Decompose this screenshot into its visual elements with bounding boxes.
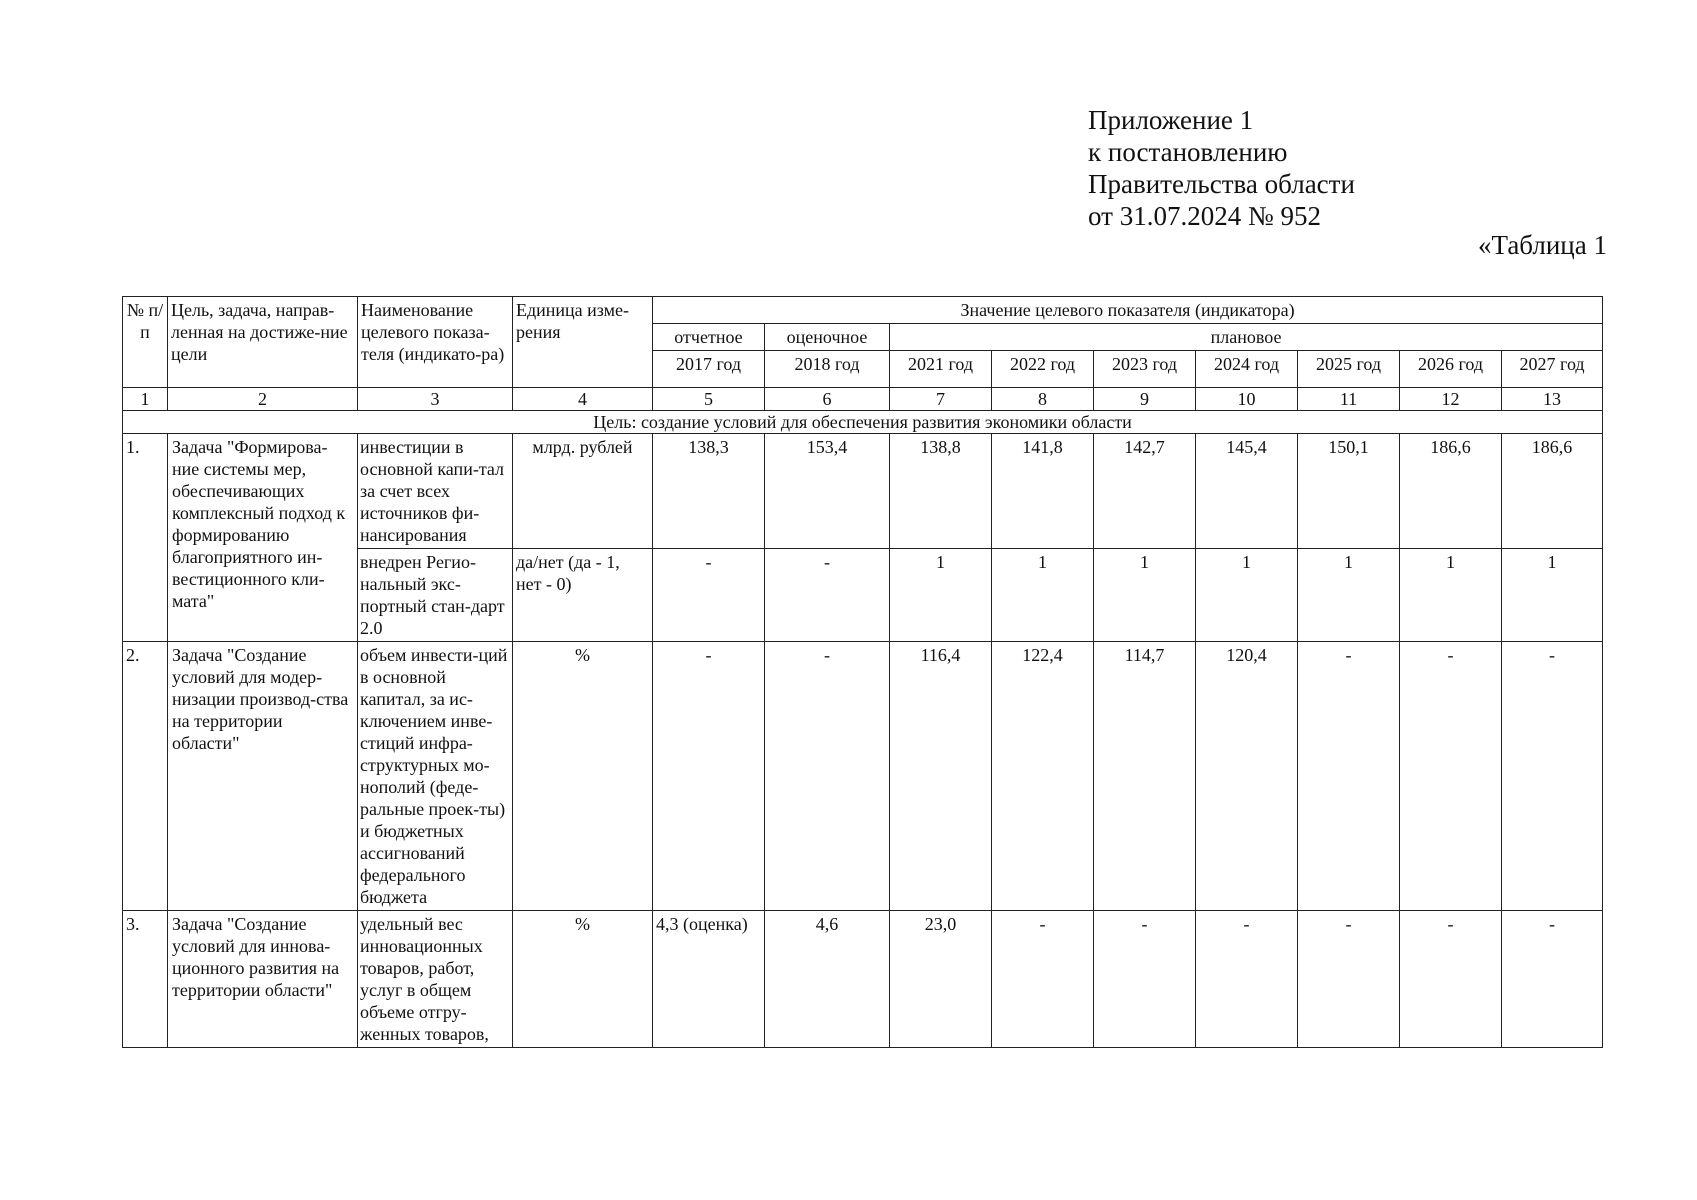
value-cell: 142,7 (1094, 434, 1196, 549)
value-cell: - (992, 911, 1094, 1048)
header-year: 2023 год (1094, 351, 1196, 388)
column-number: 13 (1502, 388, 1603, 411)
indicator-name: внедрен Регио-нальный экс-портный стан-дарт 2.0 (358, 549, 513, 642)
column-number: 7 (890, 388, 992, 411)
value-cell: 23,0 (890, 911, 992, 1048)
value-cell: 145,4 (1196, 434, 1298, 549)
table-row (123, 434, 1603, 549)
value-cell: - (653, 549, 765, 642)
value-cell: - (1400, 642, 1502, 911)
unit-cell: да/нет (да - 1, нет - 0) (513, 549, 653, 642)
appendix-line: Правительства области (1088, 169, 1355, 199)
unit-cell: млрд. рублей (513, 434, 653, 549)
column-number: 8 (992, 388, 1094, 411)
header-year: 2025 год (1298, 351, 1400, 388)
value-cell: 1 (1298, 549, 1400, 642)
value-cell: - (1298, 911, 1400, 1048)
indicator-name: инвестиции в основной капи-тал за счет всех источников фи-нансирования (358, 434, 513, 549)
value-cell: 153,4 (765, 434, 890, 549)
value-cell: 1 (1502, 549, 1603, 642)
value-cell: 1 (1094, 549, 1196, 642)
value-cell: 186,6 (1502, 434, 1603, 549)
value-cell: 1 (992, 549, 1094, 642)
header-num: № п/п (123, 297, 168, 388)
goal-row: Цель: создание условий для обеспечения развития экономики области (123, 411, 1603, 434)
column-number: 12 (1400, 388, 1502, 411)
value-cell: - (765, 549, 890, 642)
value-cell: 1 (1400, 549, 1502, 642)
value-cell: - (1298, 642, 1400, 911)
value-cell: - (1196, 911, 1298, 1048)
row-number: 1. (123, 434, 168, 642)
header-goal: Цель, задача, направ-ленная на достиже-ние цели (168, 297, 358, 388)
column-number: 6 (765, 388, 890, 411)
header-indicator: Наименование целевого показа-теля (индикато-ра) (358, 297, 513, 388)
table-row (123, 642, 1603, 911)
value-cell: 122,4 (992, 642, 1094, 911)
value-cell: - (1094, 911, 1196, 1048)
indicator-name: удельный вес инновационных товаров, работ, услуг в общем объеме отгру-женных товаров, (358, 911, 513, 1048)
column-number: 10 (1196, 388, 1298, 411)
header-unit: Единица изме-рения (513, 297, 653, 388)
column-number: 3 (358, 388, 513, 411)
header-year: 2018 год (765, 351, 890, 388)
value-cell: 138,3 (653, 434, 765, 549)
value-cell: 186,6 (1400, 434, 1502, 549)
value-cell: 4,3 (оценка) (653, 911, 765, 1048)
indicators-table (122, 296, 1603, 1048)
column-number: 1 (123, 388, 168, 411)
row-number: 3. (123, 911, 168, 1048)
column-number: 11 (1298, 388, 1400, 411)
appendix-line: от 31.07.2024 № 952 (1088, 201, 1321, 231)
column-number: 2 (168, 388, 358, 411)
table-row (123, 911, 1603, 1048)
value-cell: - (1502, 642, 1603, 911)
task-cell: Задача "Создание условий для модер-низации производ-ства на территории области" (168, 642, 358, 911)
appendix-block (1088, 104, 1355, 232)
unit-cell: % (513, 911, 653, 1048)
task-cell: Задача "Формирова-ние системы мер, обеспечивающих комплексный подход к формированию благоприятного ин-вестиционного кли-мата" (168, 434, 358, 642)
value-cell: - (1502, 911, 1603, 1048)
value-cell: 138,8 (890, 434, 992, 549)
value-cell: 120,4 (1196, 642, 1298, 911)
header-year: 2027 год (1502, 351, 1603, 388)
table-label: «Таблица 1 (1478, 230, 1607, 260)
header-year: 2022 год (992, 351, 1094, 388)
header-estimated: оценочное (765, 324, 890, 351)
column-number: 5 (653, 388, 765, 411)
value-cell: 116,4 (890, 642, 992, 911)
column-number: 9 (1094, 388, 1196, 411)
value-cell: - (653, 642, 765, 911)
row-number: 2. (123, 642, 168, 911)
value-cell: 1 (890, 549, 992, 642)
unit-cell: % (513, 642, 653, 911)
appendix-line: Приложение 1 (1088, 105, 1254, 135)
value-cell: - (1400, 911, 1502, 1048)
header-year: 2017 год (653, 351, 765, 388)
column-number: 4 (513, 388, 653, 411)
task-cell: Задача "Создание условий для иннова-ционного развития на территории области" (168, 911, 358, 1048)
header-year: 2026 год (1400, 351, 1502, 388)
appendix-line: к постановлению (1088, 137, 1288, 167)
value-cell: 150,1 (1298, 434, 1400, 549)
value-cell: 114,7 (1094, 642, 1196, 911)
value-cell: - (765, 642, 890, 911)
header-planned: плановое (890, 324, 1603, 351)
header-year: 2024 год (1196, 351, 1298, 388)
header-value-group: Значение целевого показателя (индикатора) (653, 297, 1603, 324)
value-cell: 141,8 (992, 434, 1094, 549)
value-cell: 1 (1196, 549, 1298, 642)
header-reported: отчетное (653, 324, 765, 351)
header-year: 2021 год (890, 351, 992, 388)
value-cell: 4,6 (765, 911, 890, 1048)
indicator-name: объем инвести-ций в основной капитал, за ис-ключением инве-стиций инфра-структурных мо-нополий (феде-ральные проек-ты) и бюджетных ассигнований федерального бюджета (358, 642, 513, 911)
